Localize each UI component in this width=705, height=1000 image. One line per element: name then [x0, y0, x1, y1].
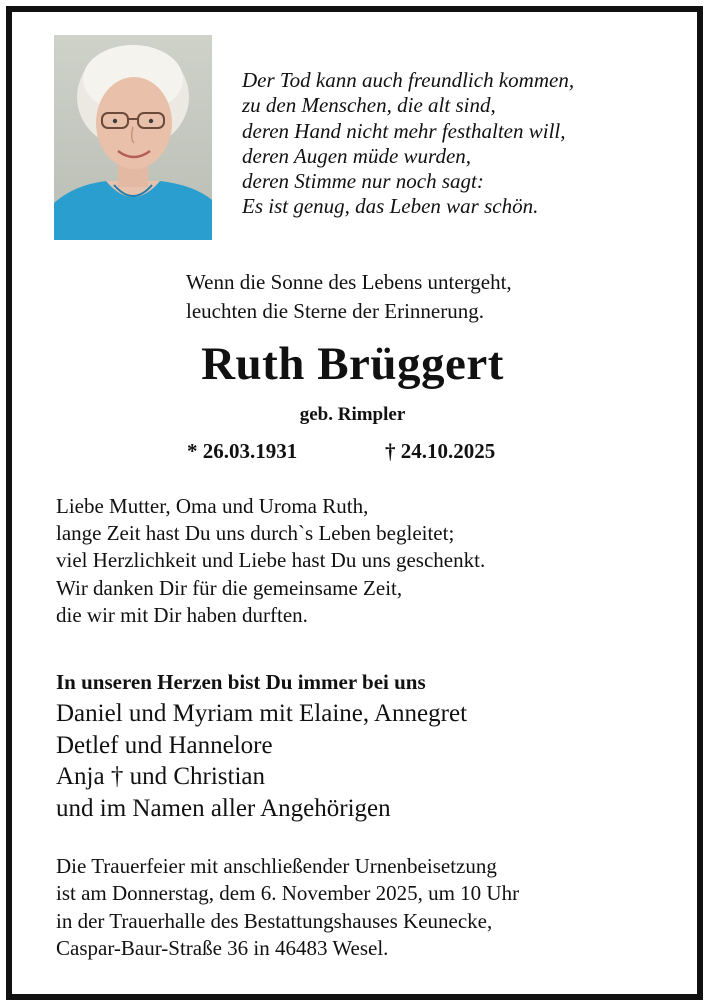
mourners-list [56, 698, 467, 824]
poem-line: Es ist genug, das Leben war schön. [242, 194, 539, 219]
farewell-line: Wir danken Dir für die gemeinsame Zeit, [56, 575, 403, 600]
birth-name: geb. Rimpler [299, 404, 406, 425]
portrait-illustration [54, 35, 212, 240]
portrait-photo [54, 35, 212, 240]
farewell-line: viel Herzlichkeit und Liebe hast Du uns geschenkt. [56, 548, 486, 573]
deceased-name: Ruth Brüggert [201, 338, 504, 390]
farewell-line: lange Zeit hast Du uns durch`s Leben begleitet; [56, 521, 455, 546]
death-date: † 24.10.2025 [385, 439, 496, 463]
poem-line: deren Stimme nur noch sagt: [242, 169, 484, 194]
mourner-line: Daniel und Myriam mit Elaine, Annegret [56, 700, 468, 727]
memory-quote [186, 268, 512, 326]
poem [242, 68, 662, 220]
service-line: in der Trauerhalle des Bestattungshauses Keunecke, [56, 908, 493, 933]
service-line: ist am Donnerstag, dem 6. November 2025, um 10 Uhr [56, 881, 520, 906]
service-line: Die Trauerfeier mit anschließender Urnenbeisetzung [56, 854, 497, 878]
mourner-line: Anja † und Christian [56, 763, 266, 790]
farewell-text [56, 493, 485, 629]
service-info [56, 853, 519, 962]
poem-line: deren Augen müde wurden, [242, 143, 472, 168]
poem-line: Der Tod kann auch freundlich kommen, [242, 68, 575, 92]
poem-line: zu den Menschen, die alt sind, [242, 93, 496, 118]
quote-line: Wenn die Sonne des Lebens untergeht, [186, 270, 512, 294]
heart-line: In unseren Herzen bist Du immer bei uns [56, 670, 426, 694]
mourner-line: und im Namen aller Angehörigen [56, 794, 391, 822]
mourner-line: Detlef und Hannelore [56, 731, 273, 759]
farewell-line: Liebe Mutter, Oma und Uroma Ruth, [56, 494, 369, 518]
quote-line: leuchten die Sterne der Erinnerung. [186, 299, 484, 323]
poem-line: deren Hand nicht mehr festhalten will, [242, 118, 566, 143]
farewell-line: die wir mit Dir haben durften. [56, 602, 308, 627]
birth-date: * 26.03.1931 [187, 439, 298, 463]
service-line: Caspar-Baur-Straße 36 in 46483 Wesel. [56, 935, 389, 960]
